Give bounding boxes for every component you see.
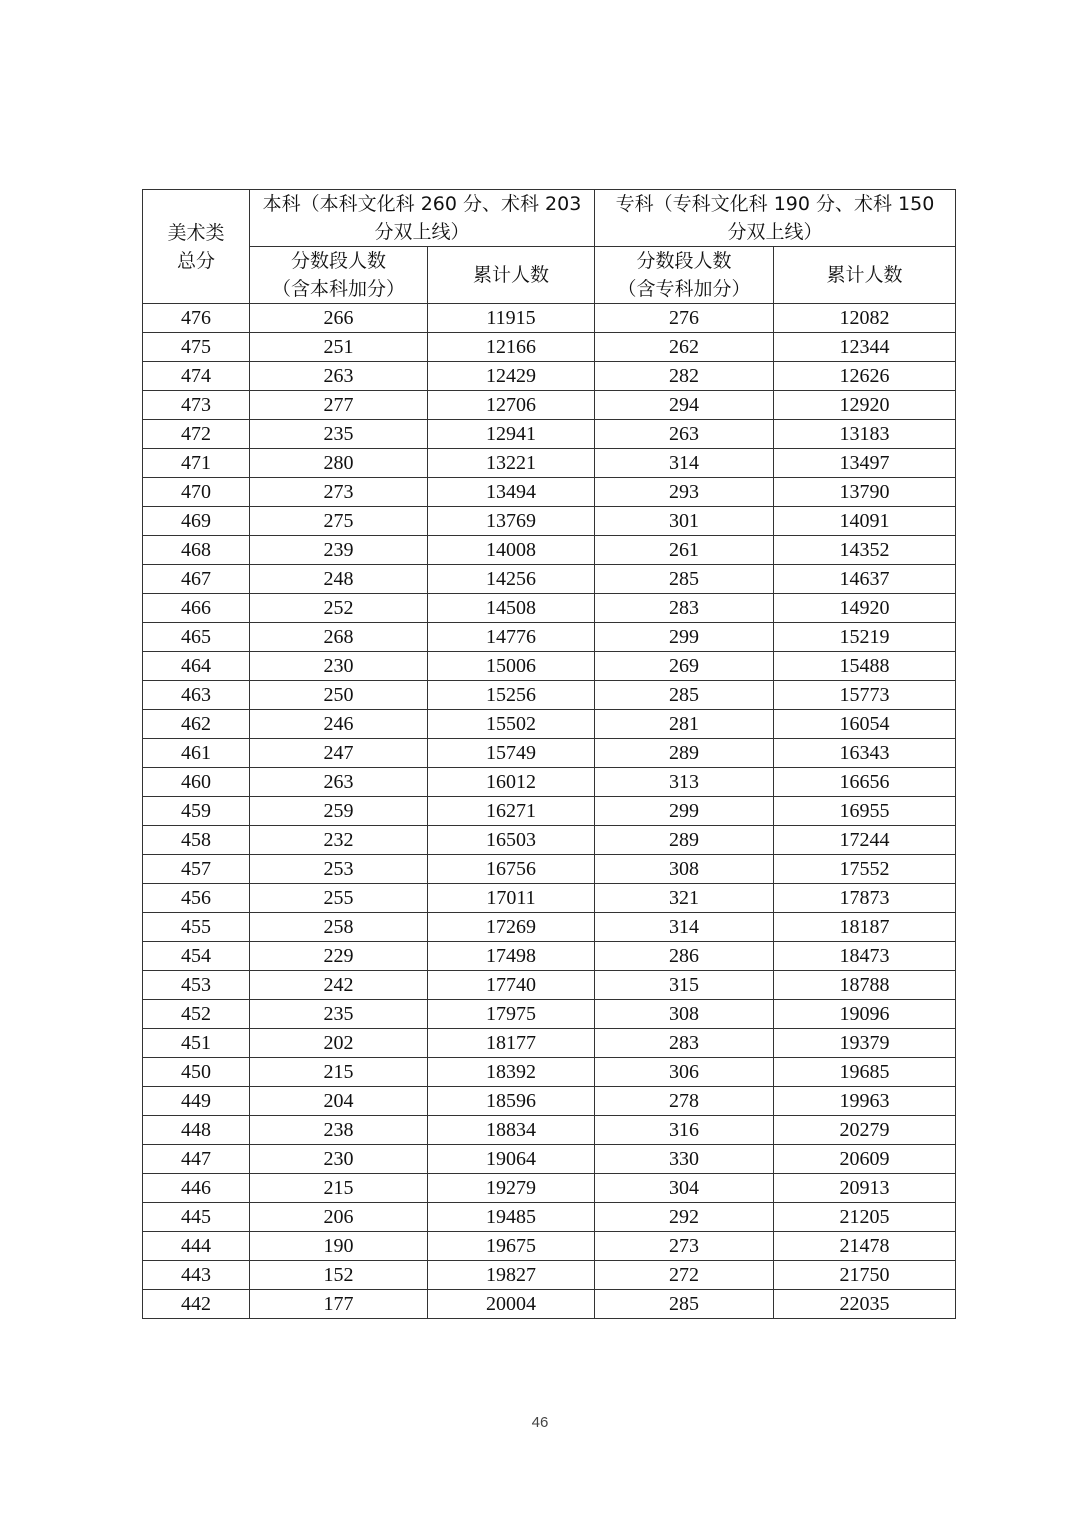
undergrad-segment-cell: 259 — [250, 797, 428, 826]
undergrad-segment-cell: 266 — [250, 304, 428, 333]
total-score-cell: 448 — [143, 1116, 250, 1145]
vocational-segment-cell: 276 — [595, 304, 774, 333]
undergrad-segment-cell: 268 — [250, 623, 428, 652]
undergrad-cumulative-cell: 15006 — [428, 652, 595, 681]
page-number: 46 — [531, 1414, 549, 1431]
table-row — [143, 391, 956, 420]
undergrad-segment-cell: 253 — [250, 855, 428, 884]
total-score-cell: 462 — [143, 710, 250, 739]
vocational-cumulative-cell: 16955 — [774, 797, 956, 826]
undergrad-segment-cell: 215 — [250, 1174, 428, 1203]
undergrad-cumulative-cell: 15749 — [428, 739, 595, 768]
vocational-segment-cell: 294 — [595, 391, 774, 420]
table-row — [143, 942, 956, 971]
header-row-1 — [143, 190, 956, 247]
table-row — [143, 739, 956, 768]
vocational-cumulative-cell: 14352 — [774, 536, 956, 565]
undergrad-segment-cell: 252 — [250, 594, 428, 623]
vocational-segment-cell: 299 — [595, 797, 774, 826]
vocational-segment-cell: 306 — [595, 1058, 774, 1087]
undergrad-cumulative-cell: 17011 — [428, 884, 595, 913]
undergrad-cumulative-cell: 11915 — [428, 304, 595, 333]
undergrad-segment-cell: 235 — [250, 1000, 428, 1029]
vocational-group-header-line-1: 专科（专科文化科 190 分、术科 150 — [615, 193, 935, 215]
undergrad-cumulative-header: 累计人数 — [428, 247, 595, 304]
total-score-cell: 471 — [143, 449, 250, 478]
table-row — [143, 1087, 956, 1116]
vocational-segment-cell: 278 — [595, 1087, 774, 1116]
vocational-segment-cell: 262 — [595, 333, 774, 362]
vocational-cumulative-cell: 15488 — [774, 652, 956, 681]
undergrad-segment-cell: 275 — [250, 507, 428, 536]
total-score-cell: 445 — [143, 1203, 250, 1232]
table-row — [143, 1029, 956, 1058]
undergrad-segment-header-line-2: （含本科加分） — [271, 278, 405, 300]
total-score-cell: 442 — [143, 1290, 250, 1319]
vocational-cumulative-cell: 21205 — [774, 1203, 956, 1232]
vocational-cumulative-cell: 18187 — [774, 913, 956, 942]
undergrad-segment-cell: 242 — [250, 971, 428, 1000]
total-score-cell: 474 — [143, 362, 250, 391]
undergrad-cumulative-cell: 14256 — [428, 565, 595, 594]
table-row — [143, 333, 956, 362]
table-row — [143, 1203, 956, 1232]
vocational-segment-cell: 285 — [595, 681, 774, 710]
vocational-segment-cell: 273 — [595, 1232, 774, 1261]
vocational-segment-cell: 283 — [595, 1029, 774, 1058]
vocational-cumulative-cell: 20913 — [774, 1174, 956, 1203]
vocational-segment-cell: 299 — [595, 623, 774, 652]
undergrad-segment-cell: 263 — [250, 768, 428, 797]
table-row — [143, 594, 956, 623]
vocational-segment-cell: 293 — [595, 478, 774, 507]
total-score-cell: 468 — [143, 536, 250, 565]
table-row — [143, 362, 956, 391]
undergrad-cumulative-cell: 16012 — [428, 768, 595, 797]
vocational-cumulative-cell: 14091 — [774, 507, 956, 536]
table-row — [143, 1261, 956, 1290]
total-score-cell: 458 — [143, 826, 250, 855]
table-row — [143, 1145, 956, 1174]
undergrad-cumulative-cell: 19064 — [428, 1145, 595, 1174]
table-body — [143, 304, 956, 1319]
table-row — [143, 884, 956, 913]
total-score-cell: 449 — [143, 1087, 250, 1116]
undergrad-segment-cell: 202 — [250, 1029, 428, 1058]
undergrad-cumulative-cell: 14508 — [428, 594, 595, 623]
undergrad-segment-cell: 246 — [250, 710, 428, 739]
undergrad-segment-cell: 239 — [250, 536, 428, 565]
undergrad-segment-cell: 273 — [250, 478, 428, 507]
vocational-cumulative-cell: 15773 — [774, 681, 956, 710]
undergrad-group-header-line-1: 本科（本科文化科 260 分、术科 203 — [262, 193, 582, 215]
table-row — [143, 681, 956, 710]
vocational-segment-cell: 269 — [595, 652, 774, 681]
undergrad-segment-cell: 238 — [250, 1116, 428, 1145]
vocational-cumulative-cell: 20279 — [774, 1116, 956, 1145]
vocational-cumulative-cell: 12626 — [774, 362, 956, 391]
undergrad-segment-cell: 280 — [250, 449, 428, 478]
vocational-cumulative-cell: 20609 — [774, 1145, 956, 1174]
vocational-segment-cell: 308 — [595, 855, 774, 884]
score-distribution-table — [142, 189, 956, 1319]
vocational-cumulative-cell: 12920 — [774, 391, 956, 420]
undergrad-cumulative-cell: 12166 — [428, 333, 595, 362]
vocational-cumulative-header: 累计人数 — [774, 247, 956, 304]
table-row — [143, 1000, 956, 1029]
total-score-cell: 470 — [143, 478, 250, 507]
vocational-segment-cell: 314 — [595, 913, 774, 942]
total-score-cell: 447 — [143, 1145, 250, 1174]
total-score-cell: 452 — [143, 1000, 250, 1029]
table-row — [143, 536, 956, 565]
header-row-2 — [143, 247, 956, 304]
table-row — [143, 565, 956, 594]
table-row — [143, 623, 956, 652]
vocational-cumulative-cell: 12344 — [774, 333, 956, 362]
undergrad-segment-cell: 255 — [250, 884, 428, 913]
undergrad-segment-cell: 232 — [250, 826, 428, 855]
undergrad-segment-cell: 152 — [250, 1261, 428, 1290]
table-row — [143, 768, 956, 797]
undergrad-segment-cell: 206 — [250, 1203, 428, 1232]
vocational-segment-cell: 263 — [595, 420, 774, 449]
vocational-segment-cell: 308 — [595, 1000, 774, 1029]
vocational-cumulative-cell: 13790 — [774, 478, 956, 507]
undergrad-segment-cell: 247 — [250, 739, 428, 768]
vocational-cumulative-cell: 19379 — [774, 1029, 956, 1058]
total-score-cell: 465 — [143, 623, 250, 652]
vocational-segment-cell: 285 — [595, 565, 774, 594]
undergrad-group-header-line-2: 分双上线） — [374, 221, 470, 243]
total-score-cell: 454 — [143, 942, 250, 971]
total-score-cell: 460 — [143, 768, 250, 797]
vocational-cumulative-cell: 18788 — [774, 971, 956, 1000]
vocational-group-header — [595, 190, 956, 247]
undergrad-segment-cell: 190 — [250, 1232, 428, 1261]
vocational-segment-cell: 314 — [595, 449, 774, 478]
total-score-cell: 463 — [143, 681, 250, 710]
vocational-cumulative-cell: 17552 — [774, 855, 956, 884]
vocational-cumulative-cell: 17244 — [774, 826, 956, 855]
undergrad-cumulative-cell: 13769 — [428, 507, 595, 536]
vocational-segment-cell: 330 — [595, 1145, 774, 1174]
vocational-segment-cell: 301 — [595, 507, 774, 536]
undergrad-cumulative-cell: 19827 — [428, 1261, 595, 1290]
table-row — [143, 913, 956, 942]
vocational-segment-cell: 292 — [595, 1203, 774, 1232]
undergrad-cumulative-cell: 18177 — [428, 1029, 595, 1058]
vocational-segment-cell: 261 — [595, 536, 774, 565]
table-header — [143, 190, 956, 304]
undergrad-cumulative-cell: 12706 — [428, 391, 595, 420]
vocational-cumulative-cell: 19685 — [774, 1058, 956, 1087]
undergrad-segment-cell: 177 — [250, 1290, 428, 1319]
table-row — [143, 855, 956, 884]
undergrad-cumulative-cell: 20004 — [428, 1290, 595, 1319]
vocational-cumulative-cell: 14920 — [774, 594, 956, 623]
table-row — [143, 1232, 956, 1261]
vocational-cumulative-cell: 14637 — [774, 565, 956, 594]
total-score-cell: 475 — [143, 333, 250, 362]
undergrad-cumulative-cell: 18596 — [428, 1087, 595, 1116]
undergrad-group-header — [250, 190, 595, 247]
table-row — [143, 1290, 956, 1319]
undergrad-segment-cell: 235 — [250, 420, 428, 449]
undergrad-cumulative-cell: 16271 — [428, 797, 595, 826]
undergrad-cumulative-cell: 17740 — [428, 971, 595, 1000]
vocational-cumulative-cell: 18473 — [774, 942, 956, 971]
table-row — [143, 1058, 956, 1087]
vocational-cumulative-cell: 19963 — [774, 1087, 956, 1116]
vocational-segment-cell: 281 — [595, 710, 774, 739]
vocational-segment-cell: 272 — [595, 1261, 774, 1290]
total-score-cell: 467 — [143, 565, 250, 594]
total-score-cell: 459 — [143, 797, 250, 826]
vocational-segment-header — [595, 247, 774, 304]
undergrad-segment-cell: 230 — [250, 1145, 428, 1174]
table-row — [143, 1174, 956, 1203]
undergrad-cumulative-cell: 19675 — [428, 1232, 595, 1261]
vocational-segment-cell: 321 — [595, 884, 774, 913]
table-row — [143, 797, 956, 826]
undergrad-segment-cell: 248 — [250, 565, 428, 594]
vocational-cumulative-cell: 17873 — [774, 884, 956, 913]
undergrad-cumulative-cell: 18392 — [428, 1058, 595, 1087]
vocational-cumulative-cell: 16343 — [774, 739, 956, 768]
vocational-segment-cell: 315 — [595, 971, 774, 1000]
undergrad-cumulative-cell: 14008 — [428, 536, 595, 565]
vocational-segment-cell: 289 — [595, 826, 774, 855]
total-score-cell: 457 — [143, 855, 250, 884]
undergrad-segment-cell: 204 — [250, 1087, 428, 1116]
undergrad-segment-cell: 277 — [250, 391, 428, 420]
table-row — [143, 304, 956, 333]
vocational-cumulative-cell: 15219 — [774, 623, 956, 652]
vocational-segment-cell: 283 — [595, 594, 774, 623]
total-score-cell: 444 — [143, 1232, 250, 1261]
table-row — [143, 971, 956, 1000]
undergrad-cumulative-cell: 17975 — [428, 1000, 595, 1029]
table-row — [143, 420, 956, 449]
total-score-cell: 455 — [143, 913, 250, 942]
vocational-segment-header-line-2: （含专科加分） — [617, 278, 751, 300]
vocational-cumulative-cell: 22035 — [774, 1290, 956, 1319]
vocational-cumulative-cell: 13497 — [774, 449, 956, 478]
total-score-cell: 443 — [143, 1261, 250, 1290]
undergrad-cumulative-cell: 19485 — [428, 1203, 595, 1232]
vocational-cumulative-cell: 13183 — [774, 420, 956, 449]
undergrad-cumulative-cell: 13494 — [428, 478, 595, 507]
undergrad-segment-cell: 263 — [250, 362, 428, 391]
total-score-cell: 466 — [143, 594, 250, 623]
score-column-header — [143, 190, 250, 304]
undergrad-cumulative-cell: 12941 — [428, 420, 595, 449]
vocational-cumulative-cell: 19096 — [774, 1000, 956, 1029]
total-score-cell: 472 — [143, 420, 250, 449]
total-score-cell: 453 — [143, 971, 250, 1000]
undergrad-cumulative-cell: 14776 — [428, 623, 595, 652]
vocational-segment-cell: 285 — [595, 1290, 774, 1319]
vocational-group-header-line-2: 分双上线） — [727, 221, 823, 243]
total-score-cell: 456 — [143, 884, 250, 913]
total-score-cell: 451 — [143, 1029, 250, 1058]
undergrad-segment-cell: 230 — [250, 652, 428, 681]
vocational-segment-cell: 313 — [595, 768, 774, 797]
score-column-header-line-1: 美术类 — [167, 221, 225, 244]
undergrad-segment-cell: 258 — [250, 913, 428, 942]
vocational-segment-cell: 304 — [595, 1174, 774, 1203]
undergrad-cumulative-cell: 15502 — [428, 710, 595, 739]
total-score-cell: 464 — [143, 652, 250, 681]
undergrad-cumulative-cell: 18834 — [428, 1116, 595, 1145]
undergrad-cumulative-cell: 13221 — [428, 449, 595, 478]
vocational-cumulative-cell: 16054 — [774, 710, 956, 739]
undergrad-cumulative-cell: 15256 — [428, 681, 595, 710]
vocational-cumulative-cell: 16656 — [774, 768, 956, 797]
total-score-cell: 461 — [143, 739, 250, 768]
table-row — [143, 1116, 956, 1145]
total-score-cell: 469 — [143, 507, 250, 536]
vocational-segment-cell: 282 — [595, 362, 774, 391]
undergrad-segment-header-line-1: 分数段人数 — [290, 250, 386, 272]
total-score-cell: 446 — [143, 1174, 250, 1203]
vocational-cumulative-cell: 12082 — [774, 304, 956, 333]
vocational-segment-cell: 316 — [595, 1116, 774, 1145]
undergrad-segment-cell: 229 — [250, 942, 428, 971]
total-score-cell: 473 — [143, 391, 250, 420]
table-row — [143, 710, 956, 739]
undergrad-segment-cell: 251 — [250, 333, 428, 362]
vocational-segment-cell: 289 — [595, 739, 774, 768]
table-row — [143, 507, 956, 536]
vocational-cumulative-cell: 21750 — [774, 1261, 956, 1290]
undergrad-segment-cell: 250 — [250, 681, 428, 710]
undergrad-segment-header — [250, 247, 428, 304]
vocational-cumulative-cell: 21478 — [774, 1232, 956, 1261]
table-row — [143, 826, 956, 855]
undergrad-cumulative-cell: 12429 — [428, 362, 595, 391]
undergrad-cumulative-cell: 19279 — [428, 1174, 595, 1203]
table-row — [143, 478, 956, 507]
total-score-cell: 450 — [143, 1058, 250, 1087]
undergrad-segment-cell: 215 — [250, 1058, 428, 1087]
undergrad-cumulative-cell: 16503 — [428, 826, 595, 855]
total-score-cell: 476 — [143, 304, 250, 333]
table-row — [143, 652, 956, 681]
vocational-segment-header-line-1: 分数段人数 — [636, 250, 732, 272]
table-row — [143, 449, 956, 478]
score-column-header-line-2: 总分 — [176, 249, 215, 272]
vocational-segment-cell: 286 — [595, 942, 774, 971]
undergrad-cumulative-cell: 17498 — [428, 942, 595, 971]
undergrad-cumulative-cell: 17269 — [428, 913, 595, 942]
undergrad-cumulative-cell: 16756 — [428, 855, 595, 884]
